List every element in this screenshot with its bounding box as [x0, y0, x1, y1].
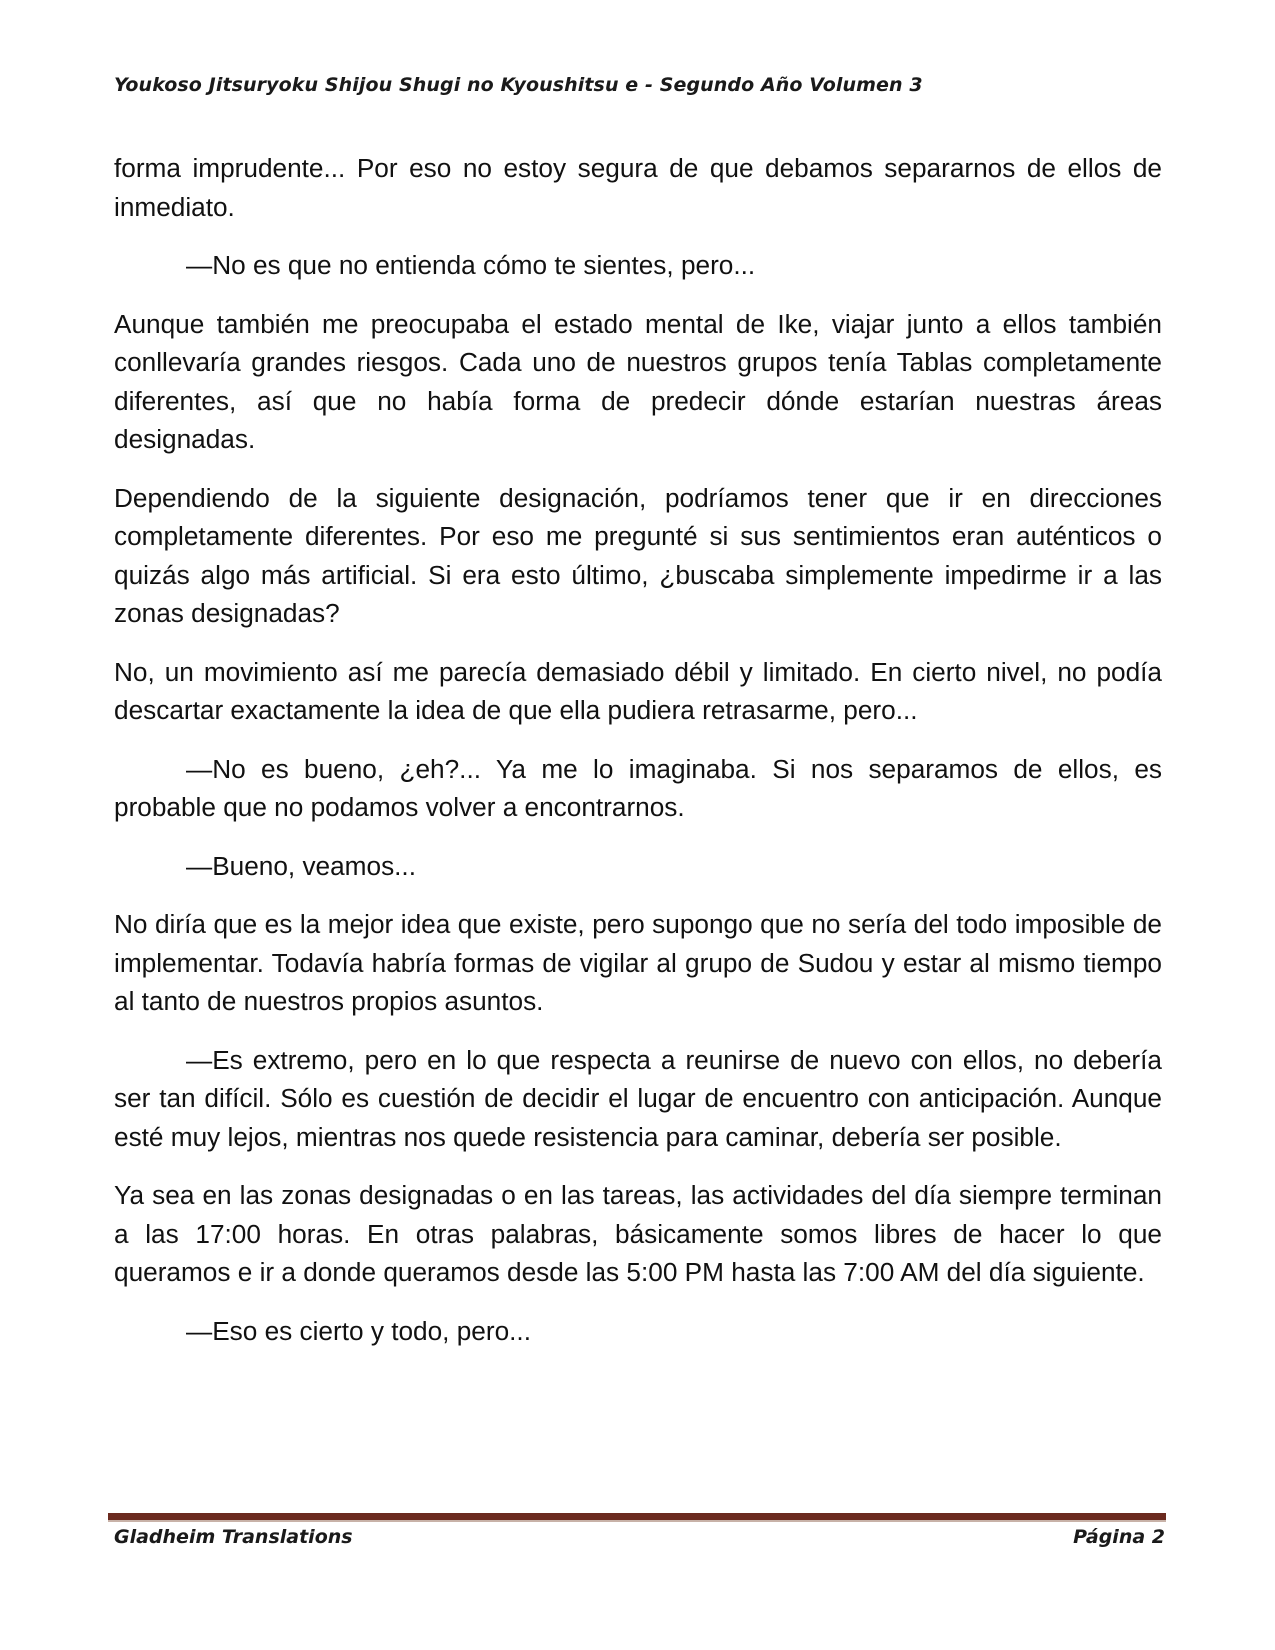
page-number: Página 2	[1073, 1526, 1165, 1548]
footer-divider	[108, 1513, 1166, 1522]
paragraph: Ya sea en las zonas designadas o en las tareas, las actividades del día siempre terminan a las 17:00 horas. En otras palabras, básicamente somos libres de hacer lo que queramos e ir a donde queramos desde las 5:00 PM hasta las 7:00 AM del día siguiente.	[114, 1180, 1162, 1287]
dialogue-paragraph: —Eso es cierto y todo, pero...	[186, 1315, 531, 1346]
dialogue-paragraph: —Bueno, veamos...	[186, 850, 416, 881]
paragraph: No, un movimiento así me parecía demasiado débil y limitado. En cierto nivel, no podía descartar exactamente la idea de que ella pudiera retrasarme, pero...	[114, 656, 1162, 725]
footer-credit: Gladheim Translations	[114, 1526, 353, 1548]
paragraph: forma imprudente... Por eso no estoy segura de que debamos separarnos de ellos de inmediato.	[114, 153, 1162, 222]
dialogue-paragraph: —Es extremo, pero en lo que respecta a reunirse de nuevo con ellos, no debería ser tan difícil. Sólo es cuestión de decidir el lugar de encuentro con anticipación. Aunque esté muy lejos, mientras nos quede resistencia para caminar, debería ser posible.	[114, 1044, 1162, 1152]
running-header-title: Youkoso Jitsuryoku Shijou Shugi no Kyoushitsu e - Segundo Año Volumen 3	[114, 74, 923, 96]
paragraph: Aunque también me preocupaba el estado mental de Ike, viajar junto a ellos también conllevaría grandes riesgos. Cada uno de nuestros grupos tenía Tablas completamente diferentes, así que no había forma de predecir dónde estarían nuestras áreas designadas.	[114, 308, 1162, 454]
page-body	[114, 149, 1162, 1370]
dialogue-paragraph: —No es bueno, ¿eh?... Ya me lo imaginaba. Si nos separamos de ellos, es probable que no podamos volver a encontrarnos.	[114, 753, 1162, 822]
paragraph: Dependiendo de la siguiente designación, podríamos tener que ir en direcciones completamente diferentes. Por eso me pregunté si sus sentimientos eran auténticos o quizás algo más artificial. Si era esto último, ¿buscaba simplemente impedirme ir a las zonas designadas?	[114, 482, 1162, 628]
paragraph: No diría que es la mejor idea que existe, pero supongo que no sería del todo imposible de implementar. Todavía habría formas de vigilar al grupo de Sudou y estar al mismo tiempo al tanto de nuestros propios asuntos.	[114, 909, 1162, 1016]
dialogue-paragraph: —No es que no entienda cómo te sientes, pero...	[186, 250, 756, 280]
